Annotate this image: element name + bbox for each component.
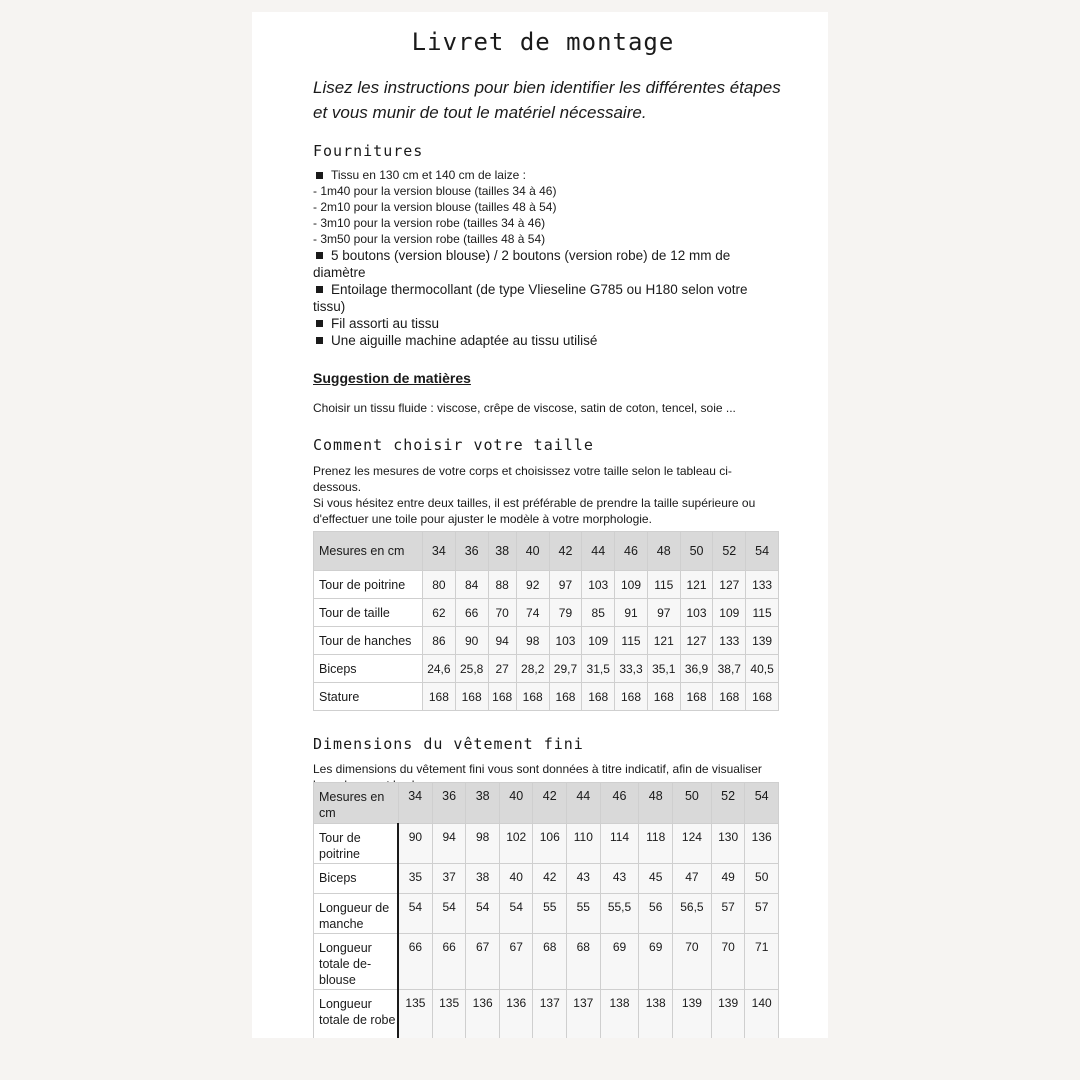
table-cell: 103 [549, 627, 582, 655]
size-header: 44 [567, 783, 601, 824]
table-header-row [314, 532, 779, 571]
table-cell: 54 [466, 894, 500, 934]
table-cell: 69 [639, 934, 673, 990]
size-header: 48 [647, 532, 680, 571]
table-cell: 57 [711, 894, 745, 934]
table-cell: 66 [432, 934, 466, 990]
fabric-line: - 3m50 pour la version robe (tailles 48 à 54) [313, 232, 546, 246]
table-cell: 136 [745, 824, 779, 864]
row-label: Tour de taille [314, 599, 423, 627]
supply-item-interfacing: Entoilage thermocollant (de type Vlieseline G785 ou H180 selon votre tissu) [313, 281, 783, 315]
table-cell: 69 [600, 934, 639, 990]
finished-garment-table [313, 782, 779, 1038]
table-cell: 55 [533, 894, 567, 934]
supply-item-needle: Une aiguille machine adaptée au tissu utilisé [313, 332, 783, 349]
table-cell: 139 [711, 990, 745, 1039]
table-cell: 56,5 [672, 894, 711, 934]
taille-text-2: Si vous hésitez entre deux tailles, il est préférable de prendre la taille supérieure ou d'effectuer une toile pour ajuster le modèle à votre morphologie. [313, 496, 756, 526]
table-row [314, 571, 779, 599]
table-cell: 130 [711, 824, 745, 864]
row-label: Longueur totale de-blouse [314, 934, 399, 990]
table-cell: 97 [647, 599, 680, 627]
table-cell: 37 [432, 864, 466, 894]
dimensions-text: Les dimensions du vêtement fini vous sont données à titre indicatif, afin de visualiser [313, 762, 762, 776]
table-cell: 168 [746, 683, 779, 711]
table-cell: 118 [639, 824, 673, 864]
size-header: 54 [745, 783, 779, 824]
table-cell: 38,7 [713, 655, 746, 683]
table-cell: 110 [567, 824, 601, 864]
table-cell: 40 [499, 864, 533, 894]
heading-matieres: Suggestion de matières [313, 370, 471, 386]
table-cell: 49 [711, 864, 745, 894]
row-label: Tour de hanches [314, 627, 423, 655]
table-cell: 135 [398, 990, 432, 1039]
table-cell: 139 [672, 990, 711, 1039]
table-cell: 86 [423, 627, 456, 655]
table-row [314, 894, 779, 934]
table-cell: 67 [499, 934, 533, 990]
table-cell: 24,6 [423, 655, 456, 683]
fabric-line: - 1m40 pour la version blouse (tailles 34 à 46) [313, 184, 557, 198]
size-header: 52 [713, 532, 746, 571]
row-label: Longueur totale de robe [314, 990, 399, 1039]
table-cell: 70 [488, 599, 516, 627]
supply-item-thread: Fil assorti au tissu [313, 315, 783, 332]
size-header: 40 [499, 783, 533, 824]
table-cell: 68 [533, 934, 567, 990]
table-cell: 168 [582, 683, 615, 711]
table-cell: 85 [582, 599, 615, 627]
table-cell: 115 [615, 627, 648, 655]
table-cell: 54 [499, 894, 533, 934]
size-header: 36 [432, 783, 466, 824]
table-cell: 36,9 [680, 655, 713, 683]
table-row [314, 655, 779, 683]
row-label: Stature [314, 683, 423, 711]
size-header: 38 [488, 532, 516, 571]
size-header: 34 [398, 783, 432, 824]
table-cell: 168 [488, 683, 516, 711]
table-cell: 136 [466, 990, 500, 1039]
table-row [314, 599, 779, 627]
table-cell: 25,8 [455, 655, 488, 683]
table-cell: 140 [745, 990, 779, 1039]
table-cell: 57 [745, 894, 779, 934]
table-cell: 88 [488, 571, 516, 599]
fabric-intro: Tissu en 130 cm et 140 cm de laize : [313, 167, 783, 183]
size-header: 46 [600, 783, 639, 824]
table-cell: 42 [533, 864, 567, 894]
table-cell: 102 [499, 824, 533, 864]
table-cell: 29,7 [549, 655, 582, 683]
heading-dimensions: Dimensions du vêtement fini [313, 735, 584, 753]
table-cell: 133 [713, 627, 746, 655]
table-cell: 137 [533, 990, 567, 1039]
table-cell: 70 [711, 934, 745, 990]
matieres-text: Choisir un tissu fluide : viscose, crêpe de viscose, satin de coton, tencel, soie ... [313, 401, 736, 415]
row-label: Tour de poitrine [314, 824, 399, 864]
row-label: Longueur de manche [314, 894, 399, 934]
taille-text-1: Prenez les mesures de votre corps et choisissez votre taille selon le tableau ci-dessous. [313, 464, 732, 494]
table-cell: 98 [466, 824, 500, 864]
table-cell: 109 [713, 599, 746, 627]
heading-taille: Comment choisir votre taille [313, 436, 594, 454]
table-row [314, 627, 779, 655]
fabric-line: - 2m10 pour la version blouse (tailles 48 à 54) [313, 200, 557, 214]
table-cell: 55,5 [600, 894, 639, 934]
table-cell: 74 [516, 599, 549, 627]
table-cell: 97 [549, 571, 582, 599]
size-header: 52 [711, 783, 745, 824]
size-header: 42 [533, 783, 567, 824]
table-cell: 94 [488, 627, 516, 655]
table-cell: 127 [713, 571, 746, 599]
table-row [314, 934, 779, 990]
table-cell: 103 [582, 571, 615, 599]
table-cell: 79 [549, 599, 582, 627]
body-measurements-table [313, 531, 779, 711]
table-cell: 40,5 [746, 655, 779, 683]
table-cell: 168 [549, 683, 582, 711]
table-cell: 115 [746, 599, 779, 627]
document-page [252, 12, 828, 1038]
table-cell: 168 [455, 683, 488, 711]
table-cell: 90 [398, 824, 432, 864]
table-cell: 137 [567, 990, 601, 1039]
size-header: 34 [423, 532, 456, 571]
size-header: 36 [455, 532, 488, 571]
table-cell: 115 [647, 571, 680, 599]
table-cell: 91 [615, 599, 648, 627]
table-cell: 33,3 [615, 655, 648, 683]
table-cell: 168 [423, 683, 456, 711]
table-cell: 47 [672, 864, 711, 894]
table-cell: 67 [466, 934, 500, 990]
table-cell: 109 [615, 571, 648, 599]
table-cell: 27 [488, 655, 516, 683]
size-header: 42 [549, 532, 582, 571]
table-cell: 124 [672, 824, 711, 864]
table-cell: 121 [647, 627, 680, 655]
table-cell: 71 [745, 934, 779, 990]
page-title: Livret de montage [411, 28, 675, 56]
table-cell: 133 [746, 571, 779, 599]
size-header: 54 [746, 532, 779, 571]
table-cell: 90 [455, 627, 488, 655]
table-cell: 136 [499, 990, 533, 1039]
table-cell: 70 [672, 934, 711, 990]
table-cell: 168 [615, 683, 648, 711]
table-cell: 98 [516, 627, 549, 655]
table-cell: 55 [567, 894, 601, 934]
fournitures-list [313, 167, 783, 349]
table-cell: 43 [600, 864, 639, 894]
table-row [314, 990, 779, 1039]
table-cell: 45 [639, 864, 673, 894]
size-header: 44 [582, 532, 615, 571]
table-cell: 114 [600, 824, 639, 864]
table-cell: 109 [582, 627, 615, 655]
table-cell: 121 [680, 571, 713, 599]
table-header-row [314, 783, 779, 824]
size-header: 48 [639, 783, 673, 824]
table-cell: 138 [600, 990, 639, 1039]
table-cell: 54 [432, 894, 466, 934]
size-header: 50 [672, 783, 711, 824]
table-header-label: Mesures en cm [314, 532, 423, 571]
table-cell: 168 [516, 683, 549, 711]
size-header: 50 [680, 532, 713, 571]
table-cell: 68 [567, 934, 601, 990]
table-cell: 43 [567, 864, 601, 894]
table-cell: 35,1 [647, 655, 680, 683]
table-row [314, 683, 779, 711]
table-cell: 54 [398, 894, 432, 934]
table-cell: 66 [455, 599, 488, 627]
table-header-label: Mesures en cm [314, 783, 399, 824]
row-label: Biceps [314, 655, 423, 683]
table-cell: 103 [680, 599, 713, 627]
heading-fournitures: Fournitures [313, 142, 424, 160]
table-cell: 135 [432, 990, 466, 1039]
table-cell: 106 [533, 824, 567, 864]
table-cell: 168 [713, 683, 746, 711]
table-cell: 94 [432, 824, 466, 864]
table-cell: 84 [455, 571, 488, 599]
table-cell: 35 [398, 864, 432, 894]
supply-item-buttons: 5 boutons (version blouse) / 2 boutons (version robe) de 12 mm de diamètre [313, 247, 783, 281]
fabric-line: - 3m10 pour la version robe (tailles 34 à 46) [313, 216, 546, 230]
table-cell: 80 [423, 571, 456, 599]
size-header: 40 [516, 532, 549, 571]
size-header: 38 [466, 783, 500, 824]
table-cell: 138 [639, 990, 673, 1039]
table-cell: 92 [516, 571, 549, 599]
table-cell: 168 [680, 683, 713, 711]
row-label: Biceps [314, 864, 399, 894]
row-label: Tour de poitrine [314, 571, 423, 599]
table-row [314, 824, 779, 864]
table-cell: 31,5 [582, 655, 615, 683]
size-header: 46 [615, 532, 648, 571]
table-cell: 38 [466, 864, 500, 894]
table-cell: 56 [639, 894, 673, 934]
table-cell: 62 [423, 599, 456, 627]
table-row [314, 864, 779, 894]
table-cell: 50 [745, 864, 779, 894]
taille-text [313, 463, 778, 527]
table-cell: 127 [680, 627, 713, 655]
table-cell: 168 [647, 683, 680, 711]
table-cell: 66 [398, 934, 432, 990]
table-cell: 139 [746, 627, 779, 655]
intro-text: Lisez les instructions pour bien identifier les différentes étapes et vous munir de tout le matériel nécessaire. [313, 78, 781, 122]
table-cell: 28,2 [516, 655, 549, 683]
